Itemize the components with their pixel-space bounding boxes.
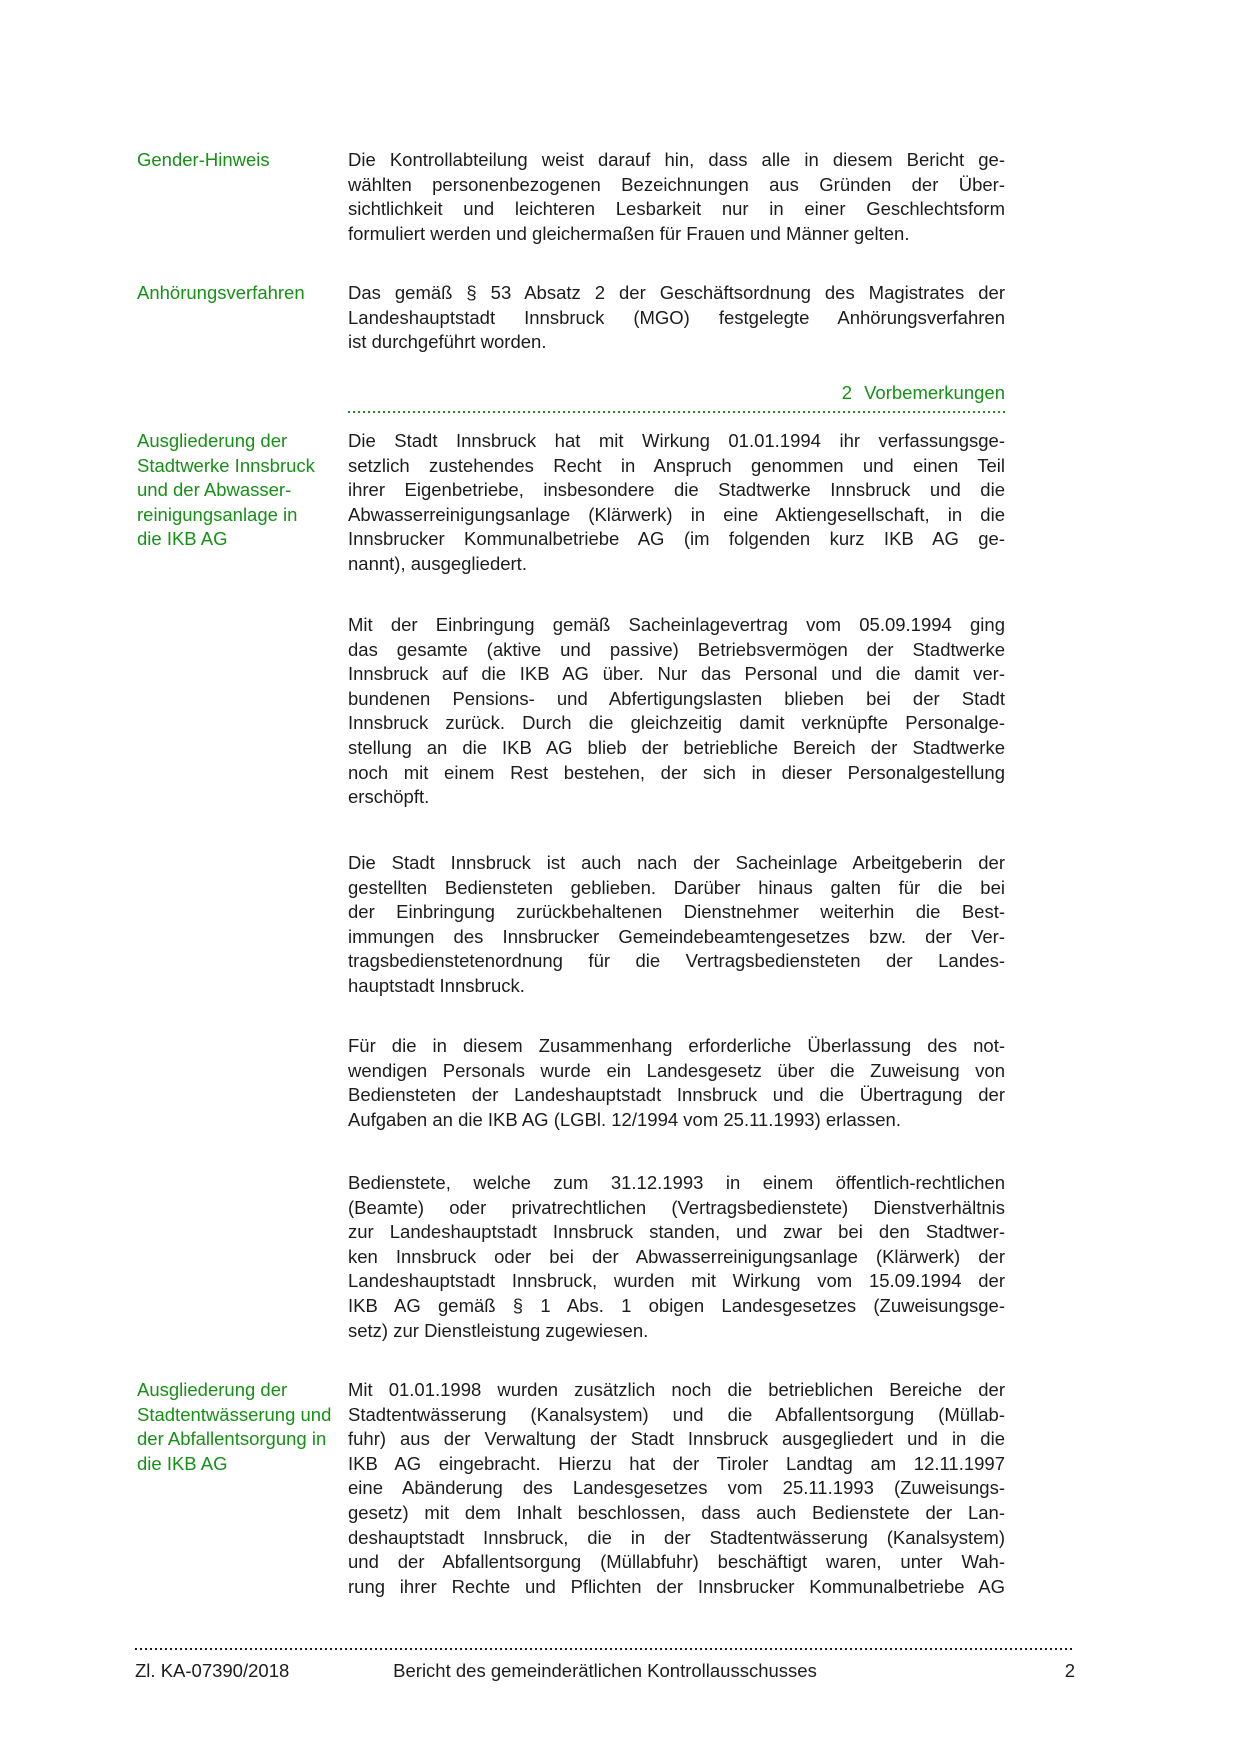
text-line: rung ihrer Rechte und Pflichten der Innsbrucker Kommunalbetriebe AG — [348, 1575, 1005, 1597]
text-line: ihrer Eigenbetriebe, insbesondere die Stadtwerke Innsbruck und die — [348, 479, 1005, 501]
paragraph-gender-hinweis — [348, 148, 1005, 246]
text-line: nannt), ausgegliedert. — [348, 552, 527, 574]
margin-label-gender-hinweis — [137, 148, 342, 173]
text-line: Stadtentwässerung (Kanalsystem) und die Abfallentsorgung (Müllab- — [348, 1403, 1005, 1425]
text-line: Abwasserreinigungsanlage (Klärwerk) in eine Aktiengesellschaft, in die — [348, 503, 1005, 525]
paragraph-zuweisung — [348, 1171, 1005, 1343]
text-line: reinigungsanlage in — [137, 503, 298, 525]
paragraph-einbringung — [348, 613, 1005, 810]
text-line: stellung an die IKB AG blieb der betriebliche Bereich der Stadtwerke — [348, 736, 1005, 758]
text-line: Stadtwerke Innsbruck — [137, 454, 315, 476]
margin-label-ausgliederung-stadtwerke — [137, 429, 342, 552]
text-line: hauptstadt Innsbruck. — [348, 974, 525, 996]
margin-label-ausgliederung-stadtentwaesserung — [137, 1378, 342, 1476]
text-line: Landeshauptstadt Innsbruck, wurden mit Wirkung vom 15.09.1994 der — [348, 1270, 1005, 1292]
text-line: formuliert werden und gleichermaßen für Frauen und Männer gelten. — [348, 222, 910, 244]
text-line: fuhr) aus der Verwaltung der Stadt Innsbruck ausgegliedert und in die — [348, 1428, 1005, 1450]
page-footer — [135, 1659, 1075, 1685]
text-line: Gender-Hinweis — [137, 149, 270, 170]
text-line: (Beamte) oder privatrechtlichen (Vertragsbedienstete) Dienstverhältnis — [348, 1196, 1005, 1218]
text-line: zur Landeshauptstadt Innsbruck standen, und zwar bei den Stadtwer- — [348, 1221, 1005, 1243]
paragraph-landesgesetz — [348, 1034, 1005, 1132]
footer-dotted-rule — [135, 1648, 1075, 1650]
text-line: IKB AG gemäß § 1 Abs. 1 obigen Landesgesetzes (Zuweisungsge- — [348, 1294, 1005, 1316]
text-line: die IKB AG — [137, 528, 228, 550]
text-line: bundenen Pensions- und Abfertigungslasten blieben bei der Stadt — [348, 687, 1005, 709]
text-line: setz) zur Dienstleistung zugewiesen. — [348, 1319, 649, 1341]
text-line: Innsbruck auf die IKB AG über. Nur das Personal und die damit ver- — [348, 663, 1005, 685]
text-line: ken Innsbruck oder bei der Abwasserreinigungsanlage (Klärwerk) der — [348, 1245, 1005, 1267]
text-line: Innsbrucker Kommunalbetriebe AG (im folgenden kurz IKB AG ge- — [348, 528, 1005, 550]
text-line: Stadtentwässerung und — [137, 1403, 332, 1425]
text-line: der Einbringung zurückbehaltenen Dienstnehmer weiterhin die Best- — [348, 901, 1005, 923]
text-line: und der Abwasser- — [137, 479, 292, 501]
text-line: Ausgliederung der — [137, 1379, 288, 1400]
section-title: Vorbemerkungen — [864, 382, 1005, 403]
text-line: setzlich zustehendes Recht in Anspruch genommen und einen Teil — [348, 454, 1005, 476]
text-line: und der Abfallentsorgung (Müllabfuhr) beschäftigt waren, unter Wah- — [348, 1551, 1005, 1573]
text-line: wendigen Personals wurde ein Landesgesetz über die Zuweisung von — [348, 1059, 1005, 1081]
text-line: Die Kontrollabteilung weist darauf hin, dass alle in diesem Bericht ge- — [348, 149, 1005, 170]
text-line: Innsbruck zurück. Durch die gleichzeitig damit verknüpfte Personalge- — [348, 712, 1005, 734]
text-line: Die Stadt Innsbruck ist auch nach der Sacheinlage Arbeitgeberin der — [348, 852, 1005, 873]
section-heading-dotted-rule — [348, 411, 1005, 413]
text-line: Die Stadt Innsbruck hat mit Wirkung 01.01.1994 ihr verfassungsge- — [348, 430, 1005, 451]
text-line: gesetz) mit dem Inhalt beschlossen, dass auch Bedienstete der Lan- — [348, 1501, 1005, 1523]
paragraph-anhoerungsverfahren — [348, 281, 1005, 355]
text-line: immungen des Innsbrucker Gemeindebeamtengesetzes bzw. der Ver- — [348, 925, 1005, 947]
text-line: Ausgliederung der — [137, 430, 288, 451]
text-line: Anhörungsverfahren — [137, 282, 305, 303]
section-number: 2 — [841, 382, 853, 403]
section-heading-vorbemerkungen — [348, 381, 1005, 406]
text-line: Bediensteten der Landeshauptstadt Innsbruck und die Übertragung der — [348, 1084, 1005, 1106]
text-line: deshauptstadt Innsbruck, die in der Stadtentwässerung (Kanalsystem) — [348, 1526, 1005, 1548]
text-line: erschöpft. — [348, 786, 430, 808]
footer-report-title: Bericht des gemeinderätlichen Kontrollausschusses — [393, 1660, 817, 1681]
text-line: das gesamte (aktive und passive) Betriebsvermögen der Stadtwerke — [348, 638, 1005, 660]
footer-reference-number: Zl. KA-07390/2018 — [135, 1660, 290, 1681]
text-line: sichtlichkeit und leichteren Lesbarkeit nur in einer Geschlechtsform — [348, 198, 1005, 220]
paragraph-stadtentwaesserung — [348, 1378, 1005, 1599]
footer-page-number: 2 — [1064, 1660, 1075, 1681]
text-line: ist durchgeführt worden. — [348, 331, 547, 353]
text-line: Bedienstete, welche zum 31.12.1993 in einem öffentlich-rechtlichen — [348, 1172, 1005, 1193]
text-line: IKB AG eingebracht. Hierzu hat der Tiroler Landtag am 12.11.1997 — [348, 1452, 1005, 1474]
text-line: gestellten Bediensteten geblieben. Darüber hinaus galten für die bei — [348, 876, 1005, 898]
margin-label-anhoerungsverfahren — [137, 281, 342, 306]
text-line: der Abfallentsorgung in — [137, 1428, 327, 1450]
text-line: noch mit einem Rest bestehen, der sich in dieser Personalgestellung — [348, 761, 1005, 783]
text-line: Für die in diesem Zusammenhang erforderliche Überlassung des not- — [348, 1035, 1005, 1056]
text-line: Aufgaben an die IKB AG (LGBl. 12/1994 vom 25.11.1993) erlassen. — [348, 1108, 901, 1130]
text-line: Das gemäß § 53 Absatz 2 der Geschäftsordnung des Magistrates der — [348, 282, 1005, 303]
text-line: Mit der Einbringung gemäß Sacheinlagevertrag vom 05.09.1994 ging — [348, 614, 1005, 635]
text-line: die IKB AG — [137, 1452, 228, 1474]
text-line: Mit 01.01.1998 wurden zusätzlich noch die betrieblichen Bereiche der — [348, 1379, 1005, 1400]
text-line: wählten personenbezogenen Bezeichnungen aus Gründen der Über- — [348, 173, 1005, 195]
text-line: Landeshauptstadt Innsbruck (MGO) festgelegte Anhörungsverfahren — [348, 306, 1005, 328]
paragraph-arbeitgeberin — [348, 851, 1005, 999]
text-line: tragsbedienstetenordnung für die Vertragsbediensteten der Landes- — [348, 950, 1005, 972]
text-line: eine Abänderung des Landesgesetzes vom 25.11.1993 (Zuweisungs- — [348, 1477, 1005, 1499]
paragraph-ausgliederung-1 — [348, 429, 1005, 577]
